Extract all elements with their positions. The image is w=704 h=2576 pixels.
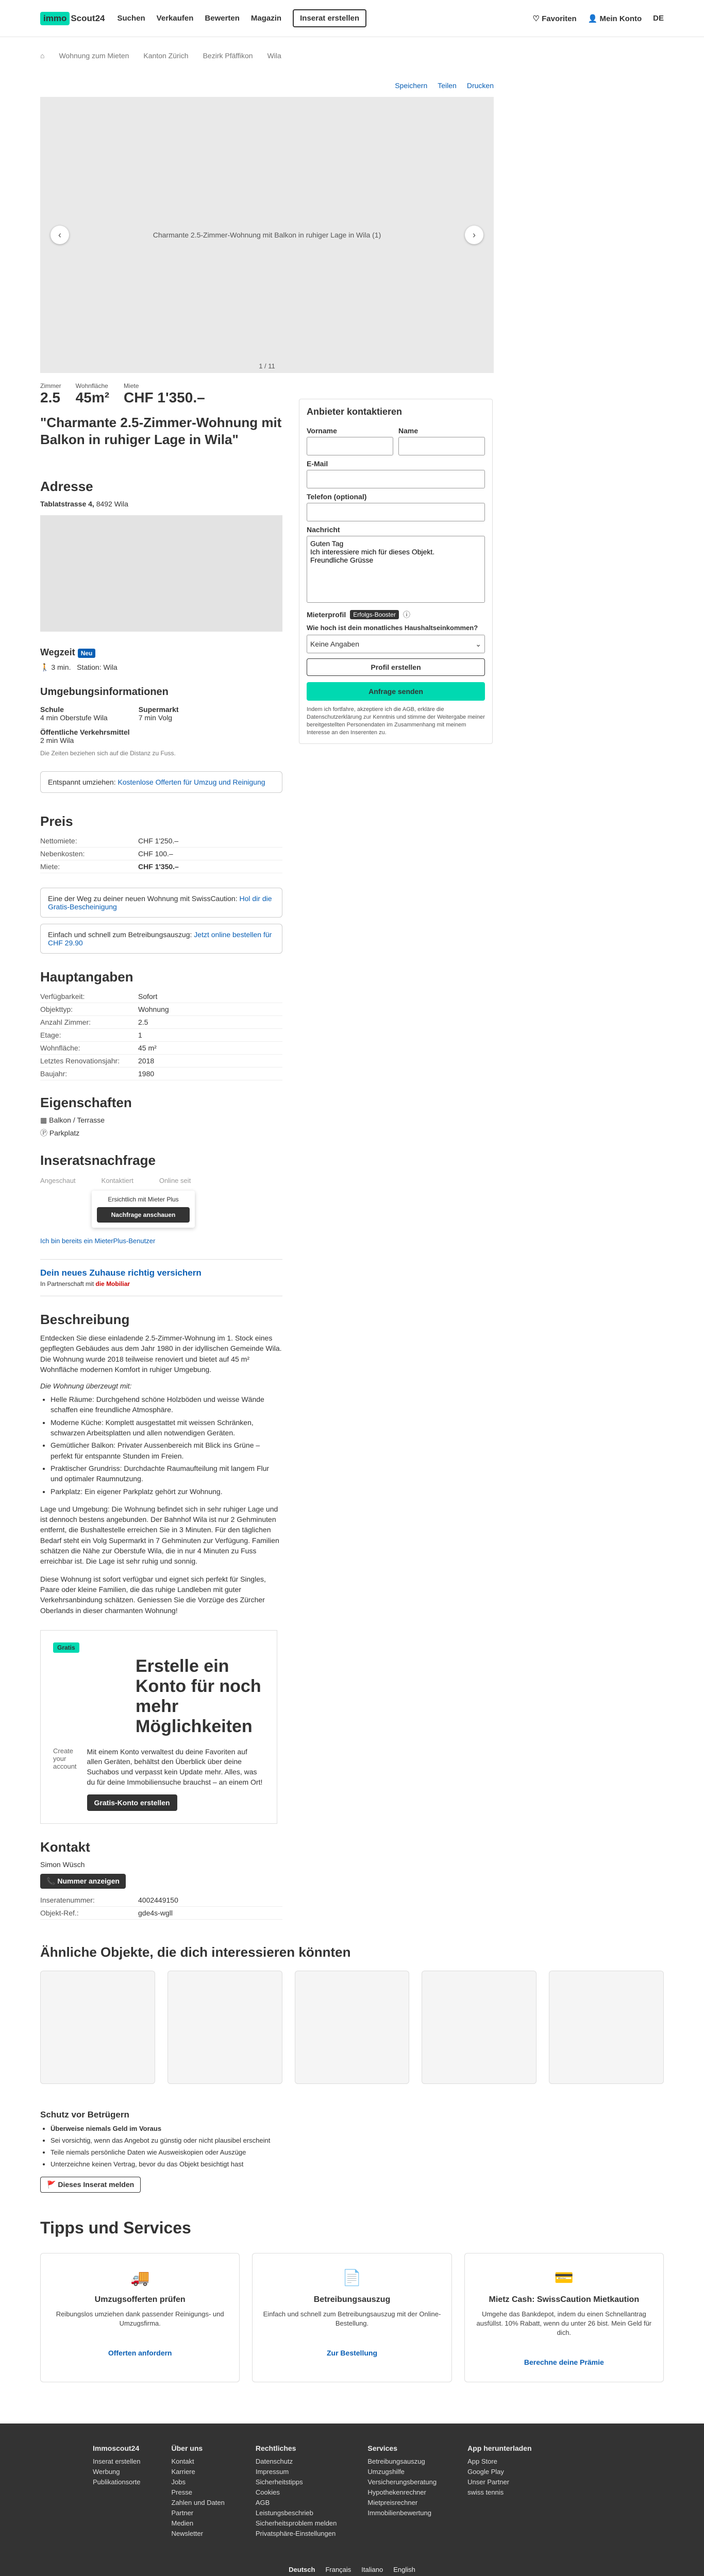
favorites-label: Favoriten — [542, 14, 577, 23]
footer-link[interactable]: Umzugshilfe — [367, 2468, 405, 2476]
document-icon: 📄 — [342, 2269, 362, 2286]
footer-link[interactable]: Immobilienbewertung — [367, 2509, 431, 2517]
moving-promo[interactable] — [40, 771, 282, 793]
breadcrumb-item[interactable]: Kanton Zürich — [143, 52, 189, 60]
overlay-text: Ersichtlich mit Mieter Plus — [108, 1196, 179, 1203]
contact-key: Objekt-Ref.: — [40, 1909, 79, 1918]
footer-link[interactable]: Karriere — [171, 2468, 195, 2476]
signup-text: Mit einem Konto verwaltest du deine Favoriten auf allen Geräten, behältst den Überblick über deine Suchabos und verpasst kein Update mehr. Alles, was du für deine Immobiliensuche brauchst – an einem Ort! — [87, 1747, 263, 1786]
footer-column-heading: Immoscout24 — [93, 2444, 140, 2453]
price-heading: Preis — [40, 814, 73, 829]
contact-row — [40, 1907, 282, 1920]
footer-link[interactable]: Inserat erstellen — [93, 2458, 141, 2466]
footer-link[interactable]: AGB — [255, 2499, 270, 2507]
description-bullet: • Moderne Küche: Komplett ausgestattet mit weissen Schränken, schwarzen Arbeitsplatten und allen notwendigen Geräten. — [51, 1417, 282, 1438]
tip-title: Umzugsofferten prüfen — [94, 2295, 186, 2304]
info-row — [40, 1055, 282, 1067]
footer-column-heading: Services — [367, 2444, 397, 2453]
tip-card[interactable] — [464, 2253, 664, 2383]
contact-row — [40, 1894, 282, 1907]
school-value: 4 min Oberstufe Wila — [40, 714, 108, 722]
footer-link[interactable]: Jobs — [171, 2478, 186, 2486]
gallery-image-alt: Charmante 2.5-Zimmer-Wohnung mit Balkon in ruhiger Lage in Wila (1) — [153, 231, 381, 239]
create-profile-button[interactable]: Profil erstellen — [307, 658, 485, 676]
feature-item — [40, 1116, 282, 1125]
transport-value: 2 min Wila — [40, 736, 74, 744]
publish-button[interactable]: Inserat erstellen — [293, 9, 366, 27]
info-row — [40, 1067, 282, 1080]
lang-fr[interactable]: Français — [325, 2566, 351, 2574]
home-icon[interactable]: ⌂ — [40, 52, 45, 60]
footer-column — [172, 2444, 225, 2540]
gallery-counter: 1 / 11 — [259, 362, 275, 370]
description-bullet: • Praktischer Grundriss: Durchdachte Raumaufteilung mit langem Flur und optimaler Raumnutzung. — [51, 1463, 282, 1484]
footer-column-heading: App herunterladen — [467, 2444, 532, 2453]
similar-card[interactable] — [167, 1971, 282, 2084]
tips-heading-wrap — [0, 2208, 704, 2253]
chevron-down-icon: ⌄ — [475, 639, 481, 648]
area-label: Wohnfläche — [75, 382, 108, 389]
listing-details — [40, 382, 282, 1920]
footer-link[interactable]: Unser Partner — [467, 2478, 510, 2486]
tips-heading: Tipps und Services — [40, 2218, 191, 2237]
contact-heading: Kontakt — [40, 1839, 90, 1855]
footer-column — [93, 2444, 141, 2540]
footer-link[interactable]: swiss tennis — [467, 2488, 504, 2497]
first-name-label: Vorname — [307, 427, 337, 435]
breadcrumb-item[interactable]: Wila — [267, 52, 281, 60]
description-intro: Entdecken Sie diese einladende 2.5-Zimmer-Wohnung im 1. Stock eines gepflegten Gebäudes aus dem Jahr 1980 in der idyllischen Gemeinde Wila. Die Wohnung wurde 2018 teilweise renoviert und bietet auf 45 m² Wohnfläche modernen Komfort in ruhiger Umgebung. — [40, 1334, 282, 1374]
footer-link[interactable]: Datenschutz — [255, 2458, 293, 2466]
price-key: Nettomiete: — [40, 837, 77, 845]
info-value: 1 — [138, 1031, 142, 1039]
tip-title: Mietz Cash: SwissCaution Mietkaution — [489, 2295, 640, 2304]
footer-columns — [93, 2444, 611, 2540]
logo-scout: Scout24 — [71, 13, 105, 23]
rent-label: Miete — [124, 382, 139, 389]
legal-text: Indem ich fortfahre, akzeptiere ich die AGB, erkläre die Datenschutzerklärung zur Kenntnis und stimme der Weitergabe meiner bereitgestellten Personendaten im Zusammenhang mit meinem Interesse an den Inserenten zu. — [307, 706, 485, 736]
booster-badge: Erfolgs-Booster — [350, 610, 399, 619]
feature-item — [40, 1128, 282, 1138]
footer-link[interactable]: Partner — [171, 2509, 194, 2517]
address-street: Tablatstrasse 4, — [40, 500, 94, 508]
chevron-left-icon[interactable]: ‹ — [51, 226, 69, 244]
mieterplus-link[interactable]: Ich bin bereits ein MieterPlus-Benutzer — [40, 1237, 156, 1245]
similar-card[interactable] — [295, 1971, 410, 2084]
area-value: 45m² — [75, 389, 110, 405]
info-row — [40, 1042, 282, 1055]
footer-link[interactable]: Kontakt — [171, 2458, 194, 2466]
footer-link[interactable]: Mietpreisrechner — [367, 2499, 418, 2507]
address-city: 8492 Wila — [96, 500, 128, 508]
similar-card[interactable] — [549, 1971, 664, 2084]
info-row — [40, 1003, 282, 1016]
info-key: Objekttyp: — [40, 1005, 73, 1013]
inquiry-section — [40, 1153, 282, 1245]
image-gallery[interactable] — [40, 97, 494, 373]
message-field[interactable] — [307, 536, 485, 603]
footer-column — [467, 2444, 531, 2540]
last-name-label: Name — [398, 427, 418, 435]
address-heading: Adresse — [40, 479, 93, 494]
footer-column-heading: Über uns — [171, 2444, 203, 2453]
fact-rent — [124, 382, 205, 406]
rooms-value: 2.5 — [40, 389, 60, 405]
income-question: Wie hoch ist dein monatliches Haushaltseinkommen? — [307, 624, 478, 632]
lang-it[interactable]: Italiano — [361, 2566, 383, 2574]
listing-actions — [40, 74, 494, 97]
market-label: Supermarkt — [138, 705, 179, 714]
signup-image: Create your account — [53, 1747, 77, 1770]
info-icon[interactable]: ⓘ — [403, 611, 410, 619]
price-value: CHF 1'350.– — [138, 862, 179, 871]
show-number-button[interactable]: 📞 Nummer anzeigen — [40, 1874, 126, 1889]
rent-value: CHF 1'350.– — [124, 389, 205, 405]
fraud-tip: • Sei vorsichtig, wenn das Angebot zu günstig oder nicht plausibel erscheint — [51, 2136, 664, 2146]
info-key: Baujahr: — [40, 1070, 68, 1078]
promo1-text: Eine der Weg zu deiner neuen Wohnung mit SwissCaution: — [48, 894, 238, 903]
info-key: Anzahl Zimmer: — [40, 1018, 91, 1026]
fraud-tip: • Unterzeichne keinen Vertrag, bevor du das Objekt besichtigt hast — [51, 2160, 664, 2170]
nav-verkaufen[interactable]: Verkaufen — [156, 14, 194, 23]
price-value: CHF 100.– — [138, 850, 173, 858]
school-label: Schule — [40, 705, 64, 714]
moving-link[interactable]: Kostenlose Offerten für Umzug und Reinigung — [118, 778, 265, 786]
info-value: 2.5 — [138, 1018, 148, 1026]
footer-link[interactable]: Google Play — [467, 2468, 504, 2476]
tips-section — [0, 2253, 704, 2383]
insurance-sub: In Partnerschaft mit — [40, 1280, 94, 1287]
price-row — [40, 848, 282, 860]
footer-link[interactable]: Privatsphäre-Einstellungen — [255, 2530, 336, 2538]
description-list — [51, 1394, 282, 1497]
signup-title: Erstelle ein Konto für noch mehr Möglichkeiten — [136, 1656, 261, 1736]
signup-badge: Gratis — [53, 1642, 79, 1653]
description-closing: Diese Wohnung ist sofort verfügbar und eignet sich perfekt für Singles, Paare oder kleine Familien, die das ruhige Landleben mit guter Verkehrsanbindung schätzen. Geniessen Sie die Vorzüge des Zürcher Oberlands in dieser charmanten Wohnung! — [40, 1574, 266, 1615]
footer-languages — [93, 2566, 611, 2573]
header-right — [533, 14, 664, 23]
footer-link[interactable]: Werbung — [93, 2468, 120, 2476]
contact-key: Inseratenummer: — [40, 1896, 95, 1905]
footer-column — [256, 2444, 337, 2540]
description-bullet: • Gemütlicher Balkon: Privater Aussenbereich mit Blick ins Grüne – perfekt für entspannte Stunden im Freien. — [51, 1440, 282, 1461]
contact-section — [40, 1839, 282, 1920]
fraud-heading: Schutz vor Betrügern — [40, 2110, 129, 2120]
info-row — [40, 1029, 282, 1042]
description-bullet: • Helle Räume: Durchgehend schöne Holzböden und weisse Wände schaffen eine freundliche Atmosphäre. — [51, 1394, 282, 1415]
footer-link[interactable]: Presse — [171, 2488, 192, 2497]
info-value: Wohnung — [138, 1005, 169, 1013]
inquiry-heading: Inseratsnachfrage — [40, 1153, 156, 1168]
header — [0, 0, 704, 37]
logo[interactable] — [40, 12, 105, 25]
price-section — [40, 814, 282, 873]
similar-section — [0, 1934, 704, 2094]
message-label: Nachricht — [307, 526, 340, 534]
footer-link[interactable]: Cookies — [255, 2488, 280, 2497]
chevron-right-icon[interactable]: › — [465, 226, 483, 244]
description-bullet: • Parkplatz: Ein eigener Parkplatz gehört zur Wohnung. — [51, 1486, 282, 1497]
info-value: 45 m² — [138, 1044, 157, 1052]
fraud-tip: • Teile niemals persönliche Daten wie Ausweiskopien oder Auszüge — [51, 2148, 664, 2158]
breadcrumb — [0, 37, 704, 74]
footer-link[interactable]: Medien — [171, 2519, 194, 2528]
footer-link[interactable]: Sicherheitstipps — [255, 2478, 303, 2486]
contact-value: 4002449150 — [138, 1896, 178, 1905]
main-content — [0, 74, 704, 1920]
footer-link[interactable]: App Store — [467, 2458, 497, 2466]
features-section — [40, 1095, 282, 1138]
footer-column-heading: Rechtliches — [255, 2444, 296, 2453]
logo-immo: immo — [40, 12, 70, 25]
show-number-label: Nummer anzeigen — [57, 1877, 120, 1886]
report-listing-button[interactable]: 🚩 Dieses Inserat melden — [40, 2177, 141, 2193]
description-heading: Beschreibung — [40, 1312, 130, 1327]
signup-card — [40, 1630, 277, 1824]
info-key: Etage: — [40, 1031, 61, 1039]
inquiry-overlay — [92, 1191, 195, 1228]
breadcrumb-item[interactable]: Bezirk Pfäffikon — [203, 52, 253, 60]
send-inquiry-button[interactable]: Anfrage senden — [307, 682, 485, 701]
features-heading: Eigenschaften — [40, 1095, 132, 1110]
profile-label: Mieterprofil — [307, 611, 346, 619]
info-row — [40, 990, 282, 1003]
first-name-field[interactable] — [307, 437, 393, 455]
price-key: Miete: — [40, 862, 60, 871]
tip-text: Reibungslos umziehen dank passender Reinigungs- und Umzugsfirma. — [56, 2310, 224, 2327]
report-label: Dieses Inserat melden — [58, 2180, 135, 2189]
market-value: 7 min Volg — [138, 714, 173, 722]
main-nav — [117, 9, 366, 27]
info-value: 1980 — [138, 1070, 155, 1078]
footer-link[interactable]: Publikationsorte — [93, 2478, 141, 2486]
info-row — [40, 1016, 282, 1029]
info-key: Letztes Renovationsjahr: — [40, 1057, 120, 1065]
footer-column — [367, 2444, 437, 2540]
language-select[interactable]: DE — [653, 13, 664, 23]
inquiry-viewed: Angeschaut — [40, 1177, 76, 1184]
commute-time: 3 min. — [51, 663, 71, 671]
fraud-tip: • Überweise niemals Geld im Voraus — [51, 2124, 664, 2134]
email-label: E-Mail — [307, 460, 328, 468]
contact-value: gde4s-wgll — [138, 1909, 173, 1918]
tip-link[interactable]: Zur Bestellung — [326, 2348, 377, 2357]
feature-label: Parkplatz — [49, 1129, 80, 1137]
description-section — [40, 1312, 282, 1616]
description-location: Lage und Umgebung: Die Wohnung befindet sich in sehr ruhiger Lage und ist dennoch bestens angebunden. Der Bahnhof Wila ist nur 2 Gehminuten entfernt, die Bushaltestelle erreichen Sie in 3 Minuten. Für den täglichen Bedarf steht ein Volg Supermarkt in 7 Gehminuten zur Verfügung. Familien schätzen die Nähe zur Oberstufe Wila, die in nur 4 Minuten zu Fuss erreichbar ist. Die Lage ist sehr ruhig und sonnig. — [40, 1504, 279, 1566]
contact-form — [299, 399, 493, 744]
footer-link[interactable]: Leistungsbeschrieb — [255, 2509, 313, 2517]
phone-field[interactable] — [307, 503, 485, 521]
tip-card[interactable] — [252, 2253, 451, 2383]
account-link[interactable]: 👤 Mein Konto — [588, 14, 642, 23]
debt-promo[interactable] — [40, 924, 282, 954]
insurance-banner[interactable] — [40, 1259, 282, 1296]
main-info-heading: Hauptangaben — [40, 969, 133, 985]
promo2-link[interactable]: Jetzt online bestellen für CHF 29.90 — [48, 930, 272, 947]
fact-rooms — [40, 382, 61, 406]
contact-form-heading: Anbieter kontaktieren — [307, 406, 403, 417]
moving-text: Entspannt umziehen: — [48, 778, 116, 786]
surroundings-section — [40, 686, 282, 757]
info-value: 2018 — [138, 1057, 155, 1065]
info-key: Verfügbarkeit: — [40, 992, 85, 1001]
surroundings-heading: Umgebungsinformationen — [40, 686, 169, 698]
nav-bewerten[interactable]: Bewerten — [205, 14, 240, 23]
nav-magazin[interactable]: Magazin — [250, 14, 282, 23]
view-demand-button[interactable]: Nachfrage anschauen — [97, 1207, 190, 1223]
footer-link[interactable]: Hypothekenrechner — [367, 2488, 426, 2497]
address-section: Adresse Tablatstrasse 4, 8492 Wila Wegzeit Neu 🚶 3 min. Station: Wila — [40, 479, 282, 672]
info-value: Sofort — [138, 992, 158, 1001]
promo1-link[interactable]: Hol dir die Gratis-Bescheinigung — [48, 894, 272, 911]
email-field[interactable] — [307, 470, 485, 488]
income-select[interactable] — [307, 635, 485, 653]
income-select-value: Keine Angaben — [310, 640, 359, 648]
parking-icon: Ⓟ — [40, 1129, 47, 1137]
insurance-partner: die Mobiliar — [95, 1280, 130, 1287]
inquiry-online: Online seit — [159, 1177, 191, 1184]
footer — [0, 2424, 704, 2576]
breadcrumb-item[interactable]: Wohnung zum Mieten — [59, 52, 129, 60]
fraud-section — [0, 2094, 704, 2208]
phone-label: Telefon (optional) — [307, 493, 367, 501]
account-label: Mein Konto — [599, 14, 642, 23]
swisscaution-promo[interactable] — [40, 888, 282, 918]
lang-de[interactable]: Deutsch — [289, 2566, 315, 2574]
similar-card[interactable] — [40, 1971, 155, 2084]
wallet-icon: 💳 — [554, 2269, 574, 2286]
price-value: CHF 1'250.– — [138, 837, 179, 845]
favorites-link[interactable]: ♡ Favoriten — [532, 14, 577, 23]
tip-link[interactable]: Berechne deine Prämie — [524, 2358, 604, 2367]
tip-text: Einfach und schnell zum Betreibungsauszug mit der Online-Bestellung. — [263, 2310, 441, 2327]
commute-heading: Wegzeit — [40, 647, 75, 657]
print-button[interactable]: Drucken — [466, 81, 494, 90]
price-key: Nebenkosten: — [40, 850, 85, 858]
feature-label: Balkon / Terrasse — [49, 1116, 105, 1124]
footer-link[interactable]: Zahlen und Daten — [171, 2499, 225, 2507]
similar-heading: Ähnliche Objekte, die dich interessieren könnten — [40, 1944, 351, 1960]
new-badge: Neu — [78, 649, 96, 658]
main-info-section — [40, 969, 282, 1080]
commute-station: Station: Wila — [77, 663, 118, 671]
surroundings-note: Die Zeiten beziehen sich auf die Distanz zu Fuss. — [40, 750, 176, 757]
promo2-text: Einfach und schnell zum Betreibungsauszug: — [48, 930, 192, 939]
footer-link[interactable]: Newsletter — [171, 2530, 203, 2538]
price-row — [40, 835, 282, 848]
map[interactable] — [40, 515, 282, 632]
description-highlight: Die Wohnung überzeugt mit: — [40, 1382, 132, 1391]
share-button[interactable]: Teilen — [438, 81, 457, 90]
listing-title: "Charmante 2.5-Zimmer-Wohnung mit Balkon in ruhiger Lage in Wila" — [40, 415, 282, 447]
contact-name: Simon Wüsch — [40, 1860, 85, 1869]
insurance-title: Dein neues Zuhause richtig versichern — [40, 1268, 202, 1278]
info-key: Wohnfläche: — [40, 1044, 80, 1052]
balcony-icon: ▦ — [40, 1116, 47, 1124]
save-button[interactable]: Speichern — [395, 81, 428, 90]
tip-card[interactable] — [40, 2253, 240, 2383]
key-facts — [40, 382, 282, 406]
footer-link[interactable]: Sicherheitsproblem melden — [255, 2519, 337, 2528]
lang-en[interactable]: English — [393, 2566, 415, 2574]
create-account-button[interactable]: Gratis-Konto erstellen — [87, 1794, 177, 1811]
nav-suchen[interactable]: Suchen — [117, 14, 145, 23]
footer-link[interactable]: Versicherungsberatung — [367, 2478, 437, 2486]
tip-link[interactable]: Offerten anfordern — [108, 2348, 172, 2357]
footer-link[interactable]: Impressum — [255, 2468, 289, 2476]
transport-label: Öffentliche Verkehrsmittel — [40, 728, 130, 736]
tip-text: Umgehe das Bankdepot, indem du einen Schnellantrag ausfüllst. 10% Rabatt, wenn du unter 26 bist. Mein Geld für dich. — [476, 2310, 652, 2336]
truck-icon: 🚚 — [130, 2269, 150, 2286]
tip-title: Betreibungsauszug — [313, 2295, 391, 2304]
last-name-field[interactable] — [398, 437, 485, 455]
footer-link[interactable]: Betreibungsauszug — [367, 2458, 425, 2466]
inquiry-contacted: Kontaktiert — [101, 1177, 133, 1184]
fact-area — [76, 382, 109, 406]
similar-card[interactable] — [422, 1971, 537, 2084]
rooms-label: Zimmer — [40, 382, 61, 389]
price-row — [40, 860, 282, 873]
